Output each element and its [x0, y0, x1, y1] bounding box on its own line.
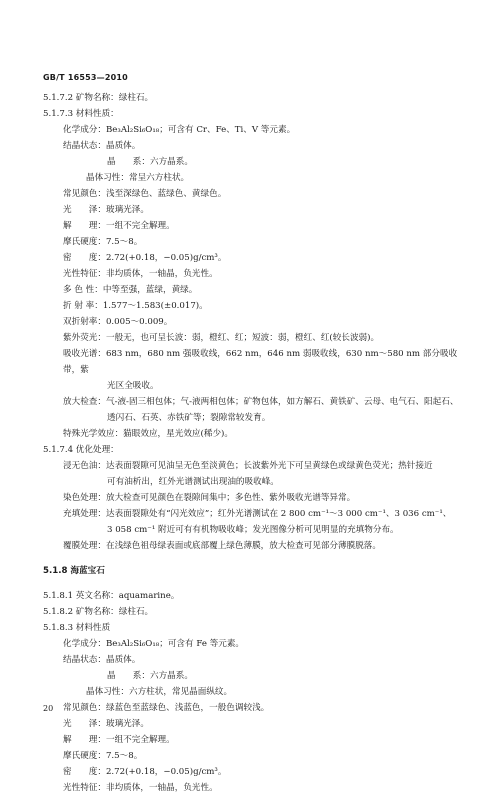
property-refractive-index: 折 射 率：1.577～1.583(±0.017)。: [63, 301, 208, 311]
clause-material-properties: 5.1.7.3 材料性质：: [43, 109, 119, 119]
aqua-crystal-system: 晶 系：六方晶系。: [107, 671, 193, 681]
aqua-chemical-composition: 化学成分：Be₃Al₂Si₆O₁₈；可含有 Fe 等元素。: [63, 639, 245, 649]
treatment-dye: 染色处理：放大检查可见颜色在裂隙间集中；多色性、紫外吸收光谱等异常。: [63, 493, 356, 503]
magnification-line-1: 放大检查：气-液-固三相包体；气-液两相包体；矿物包体，如方解石、黄铁矿、云母、电气石、阳起石、: [63, 397, 459, 407]
clause-english-name: 5.1.8.1 英文名称：aquamarine。: [43, 591, 180, 601]
property-pleochroism: 多 色 性：中等至强，蓝绿，黄绿。: [63, 285, 198, 295]
property-chemical-composition: 化学成分：Be₃Al₂Si₆O₁₈；可含有 Cr、Fe、Ti、V 等元素。: [63, 125, 296, 135]
property-mohs-hardness: 摩氏硬度：7.5～8。: [63, 237, 143, 247]
property-crystal-system: 晶 系：六方晶系。: [107, 157, 193, 167]
clause-mineral-name: 5.1.7.2 矿物名称：绿柱石。: [43, 93, 154, 103]
property-luster: 光 泽：玻璃光泽。: [63, 205, 149, 215]
property-crystal-habit: 晶体习性：常呈六方柱状。: [86, 173, 190, 183]
property-common-color: 常见颜色：浅至深绿色、蓝绿色、黄绿色。: [63, 189, 227, 199]
property-density: 密 度：2.72(+0.18，−0.05)g/cm³。: [63, 253, 227, 263]
treatment-filling: [43, 506, 473, 538]
aqua-mohs-hardness: 摩氏硬度：7.5～8。: [63, 751, 143, 761]
oil-line-2: 可有油析出，红外光谱测试出现油的吸收峰。: [107, 477, 279, 487]
aqua-common-color: 常见颜色：绿蓝色至蓝绿色、浅蓝色，一般色调较浅。: [63, 703, 270, 713]
property-absorption-spectrum: [43, 346, 473, 394]
property-special-optics: 特殊光学效应：猫眼效应，星光效应(稀少)。: [63, 429, 233, 439]
aqua-density: 密 度：2.72(+0.18，−0.05)g/cm³。: [63, 767, 227, 777]
absorption-line-1: 吸收光谱：683 nm，680 nm 强吸收线，662 nm，646 nm 弱吸收线，630 nm～580 nm 部分吸收带，紫: [63, 349, 458, 375]
property-crystal-state: 结晶状态：晶质体。: [63, 141, 141, 151]
aqua-crystal-state: 结晶状态：晶质体。: [63, 655, 141, 665]
property-birefringence: 双折射率：0.005～0.009。: [63, 317, 173, 327]
filling-line-2: 3 058 cm⁻¹ 附近可有有机物吸收峰；发光图像分析可见明显的充填物分布。: [107, 525, 399, 535]
clause-mineral-name-2: 5.1.8.2 矿物名称：绿柱石。: [43, 607, 154, 617]
treatment-oil: [43, 458, 473, 490]
property-cleavage: 解 理：一组不完全解理。: [63, 221, 175, 231]
section-title-aquamarine: 5.1.8 海蓝宝石: [43, 566, 105, 576]
treatment-coating: 覆膜处理：在浅绿色祖母绿表面或底部覆上绿色薄膜，放大检查可见部分薄膜脱落。: [63, 541, 381, 551]
aqua-optical-character: 光性特征：非均质体，一轴晶，负光性。: [63, 783, 218, 793]
page-number: 20: [43, 704, 54, 713]
oil-line-1: 浸无色油：达表面裂隙可见油呈无色至淡黄色；长波紫外光下可呈黄绿色或绿黄色荧光；热针接近: [63, 461, 433, 471]
aqua-luster: 光 泽：玻璃光泽。: [63, 719, 149, 729]
property-magnification: [43, 394, 473, 426]
property-uv-fluorescence: 紫外荧光：一般无，也可呈长波：弱，橙红、红；短波：弱，橙红、红(较长波弱)。: [63, 333, 380, 343]
absorption-line-2: 光区全吸收。: [107, 381, 159, 391]
clause-treatment: 5.1.7.4 优化处理：: [43, 445, 119, 455]
clause-material-properties-2: 5.1.8.3 材料性质: [43, 623, 111, 633]
aqua-cleavage: 解 理：一组不完全解理。: [63, 735, 175, 745]
aqua-crystal-habit: 晶体习性：六方柱状，常见晶面纵纹。: [86, 687, 233, 697]
standard-number: GB/T 16553—2010: [43, 73, 128, 82]
property-optical-character: 光性特征：非均质体，一轴晶，负光性。: [63, 269, 218, 279]
filling-line-1: 充填处理：达表面裂隙处有“闪光效应”；红外光谱测试在 2 800 cm⁻¹～3 000 cm⁻¹、3 036 cm⁻¹、: [63, 509, 452, 519]
magnification-line-2: 透闪石、石英、赤铁矿等；裂隙常较发育。: [107, 413, 271, 423]
document-body: [43, 90, 473, 796]
